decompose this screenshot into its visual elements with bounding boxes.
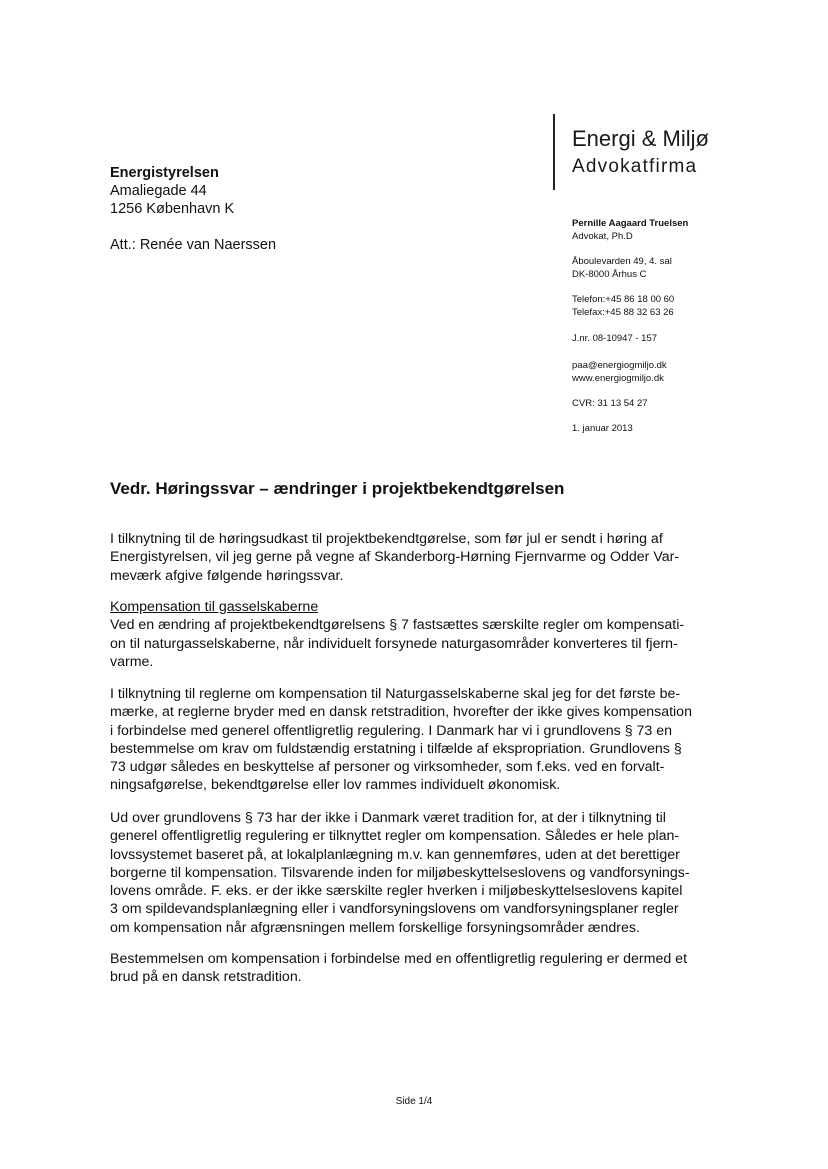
recipient-address	[110, 164, 234, 218]
text-line: borgerne til kompensation. Tilsvarende inden for miljøbeskyttelseslovens og vandforsynings-	[110, 864, 690, 881]
text-line: Bestemmelsen om kompensation i forbindelse med en offentligretlig regulering er dermed et	[110, 951, 688, 967]
lawyer-name: Pernille Aagaard Truelsen	[572, 218, 689, 229]
web-block	[572, 360, 667, 385]
recipient-city: 1256 København K	[110, 201, 235, 217]
text-line: 73 udgør således en beskyttelse af personer og virksomheder, som f.eks. ved en forvalt-	[110, 759, 665, 776]
text-line: lovssystemet baseret på, at lokalplanlægning m.v. kan gennemføres, uden at det berettiger	[110, 846, 680, 863]
letter-date: 1. januar 2013	[572, 423, 633, 434]
text-line: bestemmelse om krav om fuldstændig erstatning i tilfælde af ekspropriation. Grundlovens §	[110, 740, 682, 757]
text-line: om kompensation når afgrænsningen mellem forskellige forsyningsområder ændres.	[110, 919, 640, 936]
logo-divider	[553, 114, 555, 190]
text-line: Ved en ændring af projektbekendtgørelsens § 7 fastsættes særskilte regler om kompensati-	[110, 617, 685, 634]
text-line: lovens område. F. eks. er der ikke særskilte regler hverken i miljøbeskyttelseslovens kapitel	[110, 883, 683, 900]
page-number: Side 1/4	[395, 1096, 433, 1107]
paragraph-intro	[110, 530, 714, 585]
paragraph-compensation	[110, 598, 714, 671]
website: www.energiogmiljo.dk	[572, 372, 664, 384]
address-line-2: DK-8000 Århus C	[572, 268, 647, 280]
text-line: 3 om spildevandsplanlægning eller i vandforsyningslovens om vandforsyningsplaner regler	[110, 901, 679, 918]
recipient-street: Amaliegade 44	[110, 183, 207, 199]
text-line: mærke, at reglerne bryder med en dansk retstradition, hvorefter der ikke gives kompensation	[110, 704, 692, 721]
section-heading: Kompensation til gasselskaberne	[110, 599, 319, 615]
firm-address	[572, 256, 672, 281]
paragraph-grundlov	[110, 685, 714, 795]
email-address: paa@energiogmiljo.dk	[572, 360, 667, 371]
lawyer-title: Advokat, Ph.D	[572, 230, 633, 242]
text-line: I tilknytning til de høringsudkast til projektbekendtgørelse, som før jul er sendt i høring af	[110, 531, 663, 547]
firm-logo-name: Energi & Miljø	[572, 126, 709, 151]
text-line: i forbindelse med generel offentligretlig regulering. I Danmark har vi i grundlovens § 73 en	[110, 722, 673, 739]
text-line: ningsafgørelse, bekendtgørelse eller lov rammes individuelt økonomisk.	[110, 777, 561, 794]
paragraph-tradition	[110, 809, 714, 937]
paragraph-conclusion	[110, 950, 714, 987]
cvr-number: CVR: 31 13 54 27	[572, 398, 648, 409]
subject-line: Vedr. Høringssvar – ændringer i projektbekendtgørelsen	[110, 479, 565, 498]
journal-number: J.nr. 08-10947 - 157	[572, 333, 658, 344]
text-line: brud på en dansk retstradition.	[110, 969, 302, 986]
lawyer-block	[572, 218, 688, 243]
text-line: I tilknytning til reglerne om kompensation til Naturgasselskaberne skal jeg for det første be-	[110, 686, 681, 702]
text-line: generel offentligretlig regulering er tilknyttet regler om kompensation. Således er hele plan-	[110, 828, 680, 845]
address-line-1: Åboulevarden 49, 4. sal	[572, 256, 672, 267]
fax-number: Telefax:+45 88 32 63 26	[572, 306, 674, 318]
text-line: Energistyrelsen, vil jeg gerne på vegne af Skanderborg-Hørning Fjernvarme og Odder Var-	[110, 549, 680, 566]
attention-line: Att.: Renée van Naerssen	[110, 237, 277, 253]
text-line: Ud over grundlovens § 73 har der ikke i Danmark været tradition for, at der i tilknytning til	[110, 810, 666, 826]
recipient-name: Energistyrelsen	[110, 165, 219, 181]
phone-number: Telefon:+45 86 18 00 60	[572, 294, 675, 305]
text-line: on til naturgasselskaberne, når individuelt forsynede naturgasområder konverteres til fjern-	[110, 635, 678, 652]
firm-logo-subtitle: Advokatfirma	[572, 156, 698, 177]
phone-block	[572, 294, 674, 319]
text-line: varme.	[110, 653, 154, 670]
text-line: meværk afgive følgende høringssvar.	[110, 567, 344, 584]
